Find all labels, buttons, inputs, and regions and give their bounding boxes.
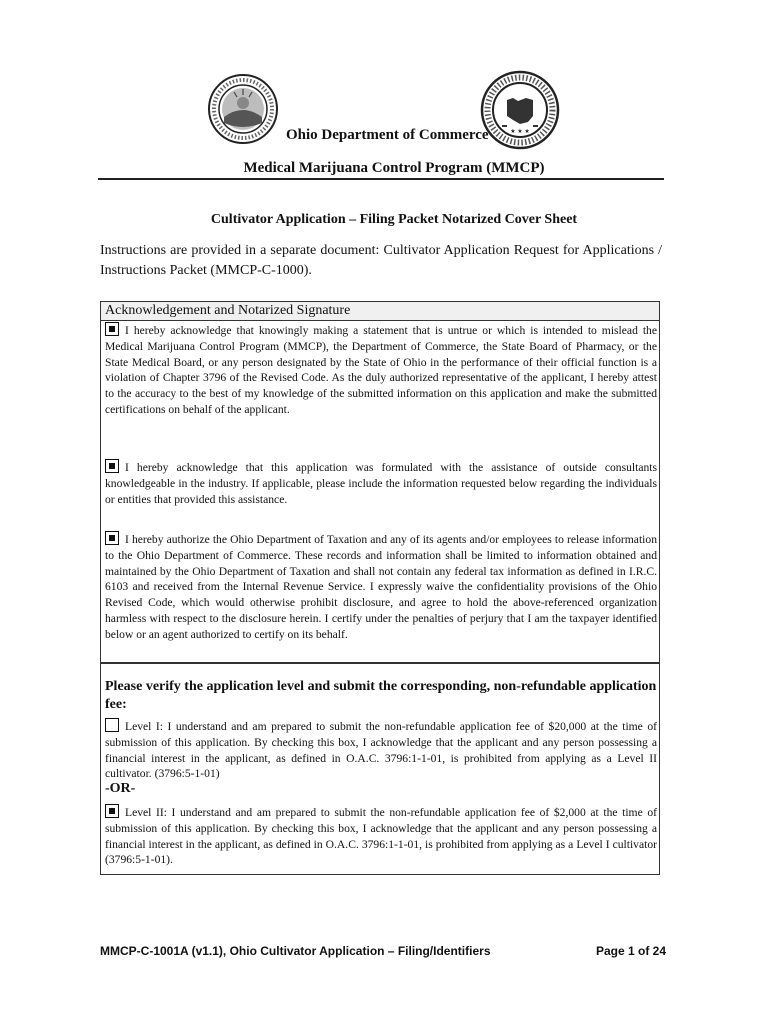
footer-doc-id: MMCP-C-1001A (v1.1), Ohio Cultivator Application – Filing/Identifiers	[100, 944, 491, 958]
svg-text:★ ★ ★: ★ ★ ★	[510, 129, 530, 135]
mmcp-seal	[480, 70, 560, 150]
header-divider	[98, 178, 664, 180]
acknowledgement-section	[100, 301, 660, 663]
fee-section	[100, 663, 660, 875]
acknowledgement-checkbox-3[interactable]	[105, 531, 119, 545]
acknowledgement-text-1: I hereby acknowledge that knowingly making a statement that is untrue or which is intended to mislead the Medical Marijuana Control Program (MMCP), the Department of Commerce, the State Board of Pharmacy, or the State Medical Board, or any person designated by the State of Ohio in the performance of their official function is a violation of Chapter 3796 of the Revised Code. As the duly authorized representative of the applicant, I hereby attest to the accuracy to the best of my knowledge of the submitted information on this application and make the submitted certifications on behalf of the applicant.	[105, 324, 657, 416]
acknowledgement-item	[105, 322, 657, 418]
fee-level-item	[105, 718, 657, 782]
or-separator: -OR-	[105, 781, 136, 796]
level-2-text: Level II: I understand and am prepared to submit the non-refundable application fee of $2,000 at the time of submission of this application. By checking this box, I acknowledge that the applicant and any person possessing a financial interest in the applicant, as defined in O.A.C. 3796:1-1-01, is prohibited from applying as a Level I cultivator (3796:5-1-01).	[105, 806, 657, 867]
fee-level-item	[105, 804, 657, 868]
level-2-checkbox[interactable]	[105, 804, 119, 818]
acknowledgement-checkbox-1[interactable]	[105, 322, 119, 336]
acknowledgement-item	[105, 459, 657, 507]
acknowledgement-text-2: I hereby acknowledge that this application was formulated with the assistance of outside consultants knowledgeable in the industry. If applicable, please include the information requested below regarding the individuals or entities that provided this assistance.	[105, 461, 657, 506]
document-title: Cultivator Application – Filing Packet Notarized Cover Sheet	[210, 212, 578, 227]
program-name: Medical Marijuana Control Program (MMCP)	[243, 160, 545, 176]
ohio-state-seal	[207, 73, 279, 145]
acknowledgement-item	[105, 531, 657, 643]
instructions-text: Instructions are provided in a separate document: Cultivator Application Request for Applications / Instructions Packet (MMCP-C-1000).	[100, 243, 662, 278]
fee-heading: Please verify the application level and submit the corresponding, non-refundable application fee:	[105, 679, 657, 712]
level-1-text: Level I: I understand and am prepared to submit the non-refundable application fee of $20,000 at the time of submission of this application. By checking this box, I acknowledge that the applicant and any person possessing a financial interest in the applicant, as defined in O.A.C. 3796:1-1-01, is prohibited from applying as a Level II cultivator. (3796:5-1-01)	[105, 720, 657, 781]
department-name: Ohio Department of Commerce	[286, 127, 489, 143]
footer-page-number: Page 1 of 24	[596, 944, 667, 958]
level-1-checkbox[interactable]	[105, 718, 119, 732]
acknowledgement-checkbox-2[interactable]	[105, 459, 119, 473]
acknowledgement-text-3: I hereby authorize the Ohio Department of Taxation and any of its agents and/or employees to release information to the Ohio Department of Commerce. These records and information shall be limited to information obtained and maintained by the Ohio Department of Taxation and shall not contain any federal tax information as defined in I.R.C. 6103 and received from the Internal Revenue Service. I expressly waive the confidentiality provisions of the Ohio Revised Code, which would otherwise prohibit disclosure, and agree to hold the above-referenced organization harmless with respect to the disclosure herein. I certify under the penalties of perjury that I am the taxpayer identified below or an agent authorized to certify on its behalf.	[105, 533, 657, 641]
acknowledgement-header: Acknowledgement and Notarized Signature	[101, 302, 659, 321]
